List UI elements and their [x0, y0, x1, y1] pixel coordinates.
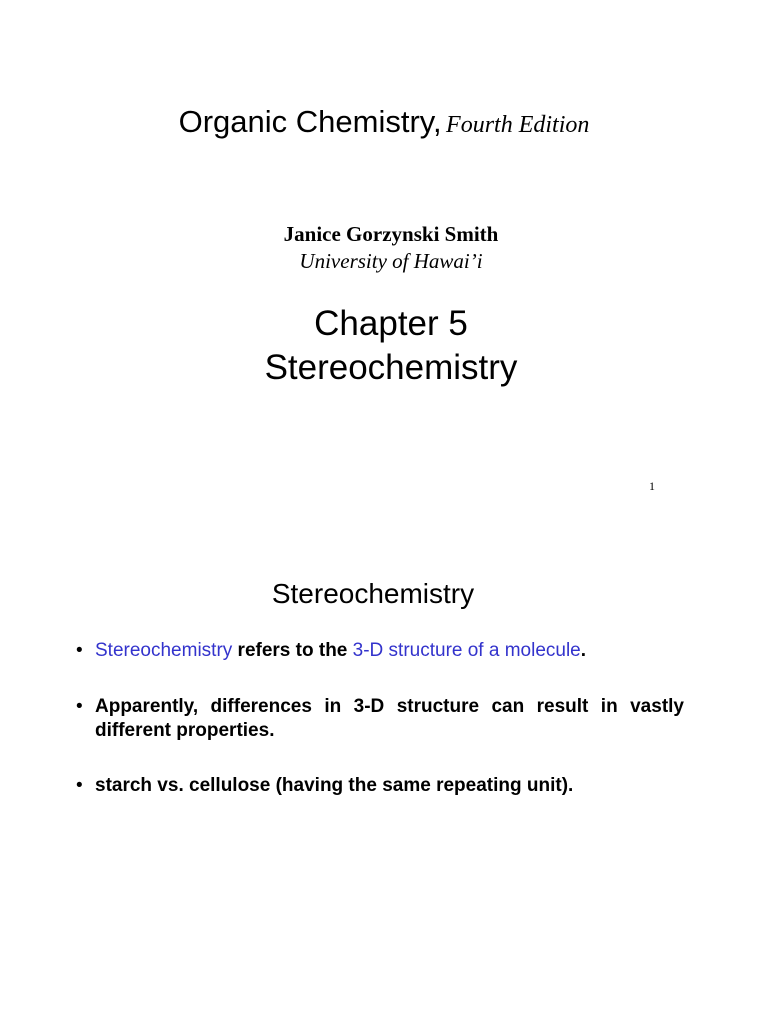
author-name: Janice Gorzynski Smith [283, 222, 499, 246]
bullet-dot-icon: • [76, 696, 83, 717]
content-slide [0, 512, 768, 1024]
bullet-item [76, 774, 684, 798]
term-stereochemistry: Stereochemistry [95, 640, 233, 661]
bullet-text: Apparently, differences in 3-D structure can result in vastly different properties. [95, 696, 684, 741]
bullet-text-end: . [580, 640, 587, 661]
bullet-item [76, 639, 684, 663]
book-title [0, 104, 768, 140]
bullet-text-mid: refers to the [232, 640, 353, 661]
term-3d-structure: 3-D structure of a molecule [352, 640, 581, 661]
bullet-item [76, 695, 684, 743]
book-title-main: Organic Chemistry, [178, 104, 442, 139]
slide-title: Stereochemistry [271, 578, 475, 609]
bullet-text [95, 639, 684, 663]
book-edition: Fourth Edition [446, 112, 590, 138]
author-affiliation: University of Hawai’i [299, 249, 483, 273]
bullet-dot-icon: • [76, 640, 83, 661]
bullet-text: starch vs. cellulose (having the same repeating unit). [95, 775, 574, 796]
page-number: 1 [649, 479, 655, 493]
chapter-title: Stereochemistry [264, 348, 518, 387]
bullet-dot-icon: • [76, 775, 83, 796]
chapter-number: Chapter 5 [314, 304, 468, 343]
